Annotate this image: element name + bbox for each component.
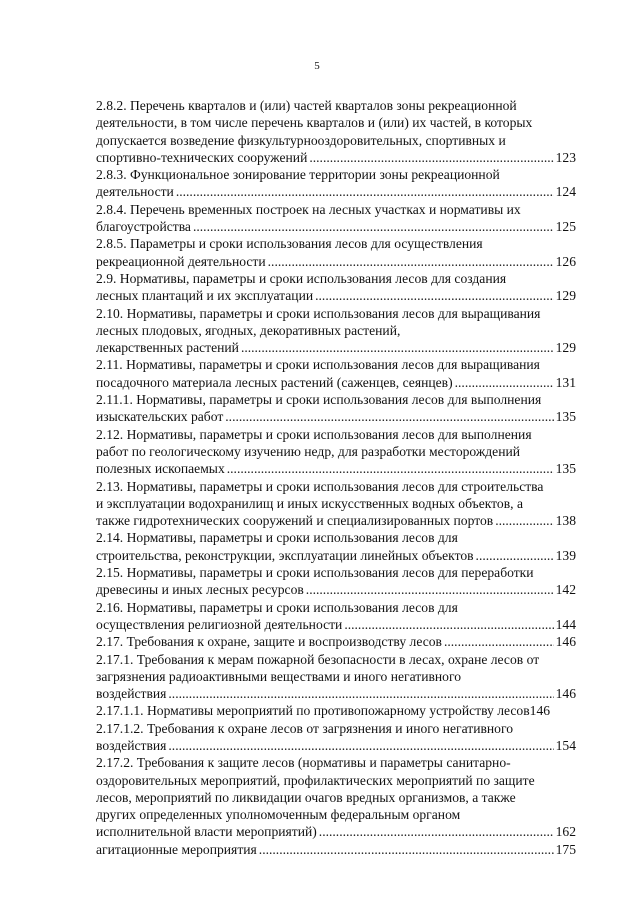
dot-leader <box>168 685 553 702</box>
toc-entry-last-line <box>96 581 576 598</box>
dot-leader <box>309 149 553 166</box>
dot-leader <box>315 287 553 304</box>
toc-entry-last-line <box>96 408 576 425</box>
toc-entry-line: изыскательских работ <box>96 409 224 425</box>
toc-entry-last-line <box>96 287 576 304</box>
toc-entry <box>96 356 576 391</box>
toc-entry-line: 2.17.1.1. Нормативы мероприятий по противопожарному устройству лесов <box>96 703 530 719</box>
dot-leader <box>193 218 554 235</box>
dot-leader <box>241 339 554 356</box>
toc-entry-line: 2.8.3. Функциональное зонирование территории зоны рекреационной <box>96 167 500 183</box>
page-number: 5 <box>314 60 320 72</box>
toc-entry-line: строительства, реконструкции, эксплуатации линейных объектов <box>96 547 474 563</box>
toc-entry-line: древесины и иных лесных ресурсов <box>96 582 304 598</box>
toc-entry-line: осуществления религиозной деятельности <box>96 616 343 632</box>
toc-entry-line: лекарственных растений <box>96 340 239 356</box>
dot-leader <box>168 737 553 754</box>
dot-leader <box>444 633 554 650</box>
toc-page-number: 139 <box>555 547 576 563</box>
toc-page-number: 124 <box>555 184 576 200</box>
toc-entry-line: 2.9. Нормативы, параметры и сроки использования лесов для создания <box>96 270 507 286</box>
dot-leader <box>268 253 554 270</box>
table-of-contents <box>96 97 576 858</box>
toc-entry-last-line <box>96 841 576 858</box>
toc-entry-line: 2.8.5. Параметры и сроки использования лесов для осуществления <box>96 236 483 252</box>
toc-page-number: 123 <box>555 149 576 165</box>
toc-entry-last-line <box>96 512 576 529</box>
toc-entry-line: спортивно-технических сооружений <box>96 149 308 165</box>
toc-entry <box>96 478 576 530</box>
toc-entry-line: агитационные мероприятия <box>96 841 257 857</box>
toc-entry-line: 2.17.1.2. Требования к охране лесов от загрязнения и иного негативного <box>96 720 513 736</box>
toc-entry <box>96 633 576 650</box>
toc-entry <box>96 720 576 755</box>
toc-entry-last-line <box>96 737 576 754</box>
toc-entry <box>96 841 576 858</box>
toc-entry-line: 2.15. Нормативы, параметры и сроки использования лесов для переработки <box>96 565 534 581</box>
toc-entry-line: деятельности, в том числе перечень кварталов и (или) их частей, в которых <box>96 115 533 131</box>
toc-entry-line: лесов, мероприятий по ликвидации очагов вредных организмов, а также <box>96 789 516 805</box>
toc-entry-last-line <box>96 547 576 564</box>
toc-entry-last-line <box>96 685 576 702</box>
toc-entry <box>96 702 576 719</box>
toc-entry-line: 2.8.4. Перечень временных построек на лесных участках и нормативы их <box>96 201 521 217</box>
toc-entry <box>96 391 576 426</box>
toc-entry-last-line <box>96 339 576 356</box>
toc-page-number: 144 <box>555 616 576 632</box>
toc-entry-line: лесных плодовых, ягодных, декоративных растений, <box>96 322 401 338</box>
toc-entry-line: 2.10. Нормативы, параметры и сроки использования лесов для выращивания <box>96 305 541 321</box>
toc-entry-line: 2.14. Нормативы, параметры и сроки использования лесов для <box>96 530 458 546</box>
toc-entry <box>96 651 576 703</box>
toc-page-number: 131 <box>555 374 576 390</box>
toc-entry <box>96 754 576 840</box>
toc-entry-line: воздействия <box>96 686 167 702</box>
toc-entry-line: 2.12. Нормативы, параметры и сроки использования лесов для выполнения <box>96 426 532 442</box>
toc-entry-last-line <box>96 218 576 235</box>
toc-page-number: 146 <box>529 703 551 719</box>
toc-entry-line: 2.16. Нормативы, параметры и сроки использования лесов для <box>96 599 458 615</box>
toc-entry-line: деятельности <box>96 184 174 200</box>
dot-leader <box>319 823 554 840</box>
toc-entry <box>96 599 576 634</box>
toc-entry-line: оздоровительных мероприятий, профилактических мероприятий по защите <box>96 772 535 788</box>
toc-entry-line: также гидротехнических сооружений и специализированных портов <box>96 513 494 529</box>
toc-entry <box>96 235 576 270</box>
toc-page-number: 129 <box>555 288 576 304</box>
dot-leader <box>176 183 554 200</box>
dot-leader <box>344 616 553 633</box>
toc-page-number: 162 <box>555 824 576 840</box>
dot-leader <box>455 374 554 391</box>
toc-entry-last-line <box>96 183 576 200</box>
dot-leader <box>476 547 554 564</box>
toc-entry-last-line <box>96 149 576 166</box>
toc-entry <box>96 97 576 166</box>
toc-entry-last-line <box>96 702 576 719</box>
dot-leader <box>225 408 553 425</box>
toc-page-number: 126 <box>555 253 576 269</box>
toc-entry-line: работ по геологическому изучению недр, для разработки месторождений <box>96 443 521 459</box>
toc-entry-line: и эксплуатации водохранилищ и иных искусственных водных объектов, а <box>96 495 523 511</box>
toc-entry <box>96 201 576 236</box>
toc-entry <box>96 305 576 357</box>
toc-entry <box>96 564 576 599</box>
toc-entry-last-line <box>96 374 576 391</box>
dot-leader <box>306 581 554 598</box>
toc-entry-line: других определенных уполномоченным федеральным органом <box>96 807 461 823</box>
toc-page-number: 135 <box>555 461 576 477</box>
toc-page-number: 135 <box>555 409 576 425</box>
toc-entry <box>96 426 576 478</box>
toc-entry-line: 2.17.2. Требования к защите лесов (нормативы и параметры санитарно- <box>96 755 511 771</box>
toc-entry <box>96 166 576 201</box>
toc-entry-line: посадочного материала лесных растений (саженцев, сеянцев) <box>96 374 453 390</box>
toc-entry-line: полезных ископаемых <box>96 461 225 477</box>
toc-entry-last-line <box>96 616 576 633</box>
toc-entry-line: загрязнения радиоактивными веществами и иного негативного <box>96 668 461 684</box>
toc-entry <box>96 270 576 305</box>
dot-leader <box>259 841 554 858</box>
toc-entry-line: 2.8.2. Перечень кварталов и (или) частей кварталов зоны рекреационной <box>96 98 517 113</box>
dot-leader <box>495 512 553 529</box>
toc-entry-last-line <box>96 460 576 477</box>
toc-entry-line: допускается возведение физкультурнооздоровительных, спортивных и <box>96 132 506 148</box>
toc-entry-line: 2.13. Нормативы, параметры и сроки использования лесов для строительства <box>96 478 544 494</box>
dot-leader <box>227 460 554 477</box>
toc-page-number: 129 <box>555 340 576 356</box>
toc-entry-line: 2.17.1. Требования к мерам пожарной безопасности в лесах, охране лесов от <box>96 651 540 667</box>
scan-artifact <box>380 864 394 866</box>
toc-entry-line: 2.11.1. Нормативы, параметры и сроки использования лесов для выполнения <box>96 392 542 408</box>
toc-entry-line: лесных плантаций и их эксплуатации <box>96 288 314 304</box>
toc-entry-line: 2.11. Нормативы, параметры и сроки использования лесов для выращивания <box>96 357 540 373</box>
toc-page-number: 146 <box>555 686 576 702</box>
toc-entry-last-line <box>96 253 576 270</box>
toc-entry-last-line <box>96 823 576 840</box>
toc-page-number: 175 <box>555 841 576 857</box>
toc-entry-last-line <box>96 633 576 650</box>
toc-entry <box>96 529 576 564</box>
toc-page-number: 142 <box>555 582 576 598</box>
toc-entry-line: воздействия <box>96 737 167 753</box>
toc-page-number: 146 <box>555 634 576 650</box>
toc-page-number: 154 <box>555 737 576 753</box>
toc-entry-line: исполнительной власти мероприятий) <box>96 824 317 840</box>
toc-entry-line: благоустройства <box>96 219 191 235</box>
toc-page-number: 125 <box>555 219 576 235</box>
toc-page-number: 138 <box>555 513 576 529</box>
toc-entry-line: рекреационной деятельности <box>96 253 266 269</box>
toc-entry-line: 2.17. Требования к охране, защите и воспроизводству лесов <box>96 634 442 650</box>
